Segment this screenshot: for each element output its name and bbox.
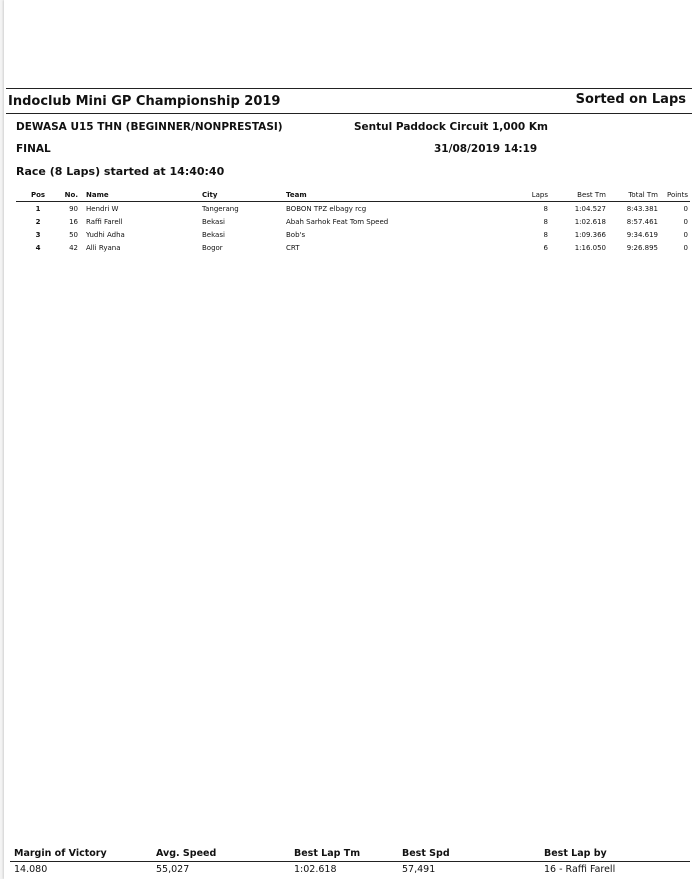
row-team: BOBON TPZ elbagy rcg	[286, 205, 367, 213]
margin-value: 14.080	[14, 864, 48, 875]
row-pos: 4	[35, 244, 41, 252]
best-lap-time-label: Best Lap Tm	[294, 848, 361, 859]
row-laps: 8	[543, 205, 548, 213]
best-speed-value: 57,491	[402, 864, 436, 875]
avg-speed-value: 55,027	[156, 864, 190, 875]
row-laps: 8	[543, 218, 548, 226]
row-team: Abah Sarhok Feat Tom Speed	[286, 218, 389, 226]
results-sheet	[4, 0, 696, 879]
row-team: CRT	[286, 244, 300, 252]
row-laps: 8	[543, 231, 548, 239]
row-laps: 6	[543, 244, 548, 252]
class-name: DEWASA U15 THN (BEGINNER/NONPRESTASI)	[16, 121, 283, 133]
row-pos: 2	[35, 218, 41, 226]
table-row	[16, 241, 690, 254]
col-laps: Laps	[531, 191, 548, 199]
row-name: Alli Ryana	[86, 244, 121, 252]
sort-label: Sorted on Laps	[575, 92, 686, 107]
row-points: 0	[683, 231, 688, 239]
col-best-time: Best Tm	[577, 191, 606, 199]
row-best-time: 1:16.050	[574, 244, 606, 252]
summary-values	[10, 863, 690, 877]
row-no: 50	[69, 231, 78, 239]
row-total-time: 8:43.381	[626, 205, 658, 213]
row-pos: 3	[35, 231, 41, 239]
summary-header	[10, 847, 690, 862]
results-table-header	[16, 188, 690, 202]
col-points: Points	[666, 191, 688, 199]
circuit-name: Sentul Paddock Circuit 1,000 Km	[354, 121, 548, 133]
race-info: Race (8 Laps) started at 14:40:40	[16, 165, 225, 178]
row-points: 0	[683, 244, 688, 252]
table-row	[16, 215, 690, 228]
col-total-time: Total Tm	[628, 191, 658, 199]
row-no: 90	[69, 205, 78, 213]
table-row	[16, 202, 690, 215]
best-lap-by-label: Best Lap by	[544, 848, 607, 859]
margin-label: Margin of Victory	[14, 848, 107, 859]
row-no: 42	[69, 244, 78, 252]
championship-title: Indoclub Mini GP Championship 2019	[8, 94, 281, 109]
row-name: Yudhi Adha	[86, 231, 125, 239]
row-team: Bob's	[286, 231, 306, 239]
row-city: Bekasi	[202, 231, 225, 239]
col-city: City	[202, 191, 218, 199]
session-name: FINAL	[16, 143, 51, 155]
row-name: Hendri W	[86, 205, 119, 213]
session-date-time: 31/08/2019 14:19	[434, 143, 538, 155]
row-no: 16	[69, 218, 78, 226]
row-name: Raffi Farell	[86, 218, 123, 226]
row-city: Tangerang	[202, 205, 239, 213]
row-pos: 1	[35, 205, 41, 213]
row-best-time: 1:02.618	[574, 218, 606, 226]
title-bar	[6, 88, 692, 114]
row-city: Bogor	[202, 244, 223, 252]
row-total-time: 9:34.619	[626, 231, 658, 239]
col-name: Name	[86, 191, 109, 199]
col-no: No.	[64, 191, 78, 199]
row-points: 0	[683, 218, 688, 226]
row-best-time: 1:04.527	[574, 205, 606, 213]
table-row	[16, 228, 690, 241]
row-total-time: 8:57.461	[626, 218, 658, 226]
best-lap-by-value: 16 - Raffi Farell	[544, 864, 616, 875]
row-best-time: 1:09.366	[574, 231, 606, 239]
row-total-time: 9:26.895	[626, 244, 658, 252]
col-team: Team	[286, 191, 307, 199]
best-lap-time-value: 1:02.618	[294, 864, 337, 875]
avg-speed-label: Avg. Speed	[156, 848, 217, 859]
row-city: Bekasi	[202, 218, 225, 226]
best-speed-label: Best Spd	[402, 848, 450, 859]
col-pos: Pos	[30, 191, 46, 199]
row-points: 0	[683, 205, 688, 213]
